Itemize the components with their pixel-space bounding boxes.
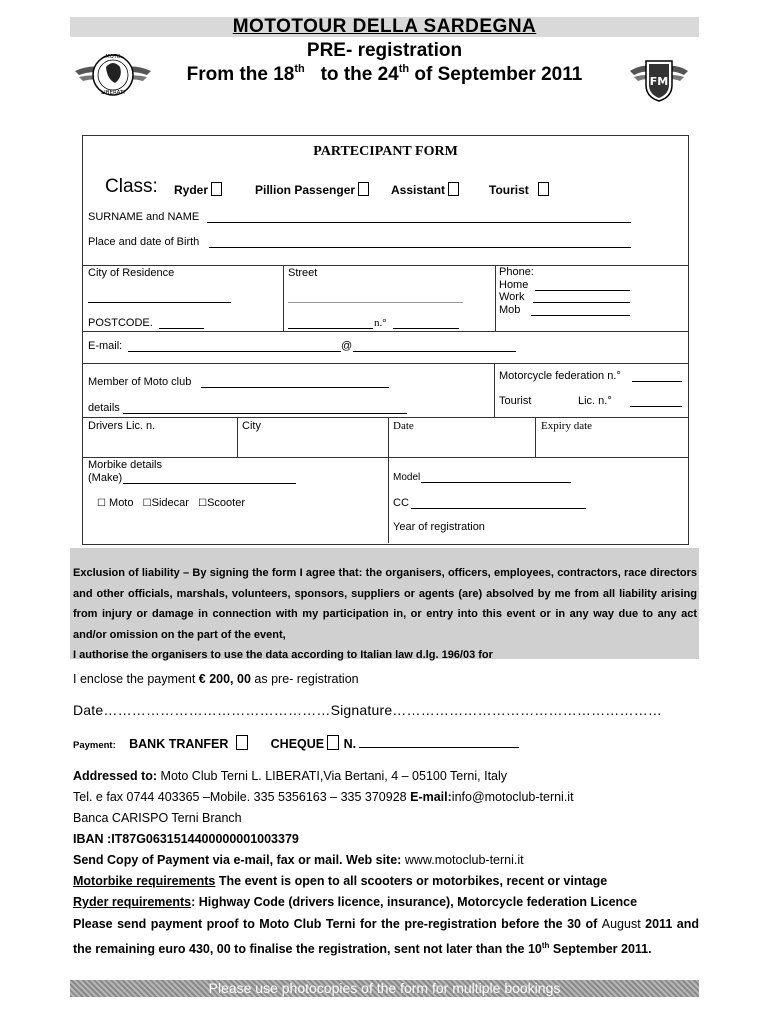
cc-field[interactable]: [411, 508, 586, 509]
surname-field[interactable]: [207, 222, 631, 223]
vehicle-type-options[interactable]: ☐ Moto ☐Sidecar ☐Scooter: [97, 497, 245, 509]
model-field[interactable]: [421, 482, 571, 483]
event-dates: From the 18th to the 24th of September 2011: [186, 63, 583, 85]
payment-method-row: Payment: BANK TRANFER CHEQUE N.: [73, 737, 357, 751]
lic-field[interactable]: [630, 406, 682, 407]
make-field[interactable]: [123, 483, 296, 484]
date-label: Date: [393, 420, 414, 432]
birth-field[interactable]: [209, 247, 631, 248]
moto-club-label: Member of Moto club: [88, 376, 192, 388]
pillion-checkbox[interactable]: [358, 182, 369, 196]
email-at: @: [341, 340, 353, 352]
email-label: E-mail:: [88, 340, 123, 352]
payment-deadline-text: Please send payment proof to Moto Club Terni for the pre-registration before the 30 of August 2011 and the remaining euro 430, 00 to finalise the registration, sent not later than the 10th September 2011.: [73, 917, 699, 957]
class-option-assistant[interactable]: Assistant: [391, 182, 459, 197]
liability-section: [70, 548, 699, 659]
expiry-label: Expiry date: [541, 420, 593, 432]
email-user-field[interactable]: [128, 351, 341, 352]
street-line-2[interactable]: [288, 328, 373, 329]
postcode-label: POSTCODE.: [88, 317, 153, 329]
phone-mob-field[interactable]: [531, 315, 630, 316]
details-label: details: [88, 402, 120, 414]
website-link[interactable]: www.motoclub-terni.it: [404, 853, 524, 867]
number-label: n.°: [374, 317, 387, 329]
city-label: City: [242, 420, 261, 432]
svg-text:LIBERATI: LIBERATI: [101, 90, 125, 96]
email-domain-field[interactable]: [353, 351, 516, 352]
bank-transfer-checkbox[interactable]: [236, 735, 248, 750]
svg-text:MOTO: MOTO: [105, 54, 121, 60]
street-field[interactable]: [288, 302, 463, 303]
footer-note: Please use photocopies of the form for multiple bookings: [70, 980, 699, 997]
class-label: Class:: [105, 176, 158, 197]
cheque-checkbox[interactable]: [327, 735, 339, 750]
morbike-details-label: Morbike details (Make): [88, 459, 162, 484]
tourist-checkbox[interactable]: [538, 182, 549, 196]
payment-enclose: I enclose the payment € 200, 00 as pre- registration: [73, 672, 359, 686]
cheque-number-field[interactable]: [359, 747, 519, 748]
phone-work-field[interactable]: [533, 302, 630, 303]
class-option-tourist[interactable]: Tourist: [489, 182, 549, 197]
page-subtitle: PRE- registration: [306, 40, 463, 61]
assistant-checkbox[interactable]: [448, 182, 459, 196]
surname-label: SURNAME and NAME: [88, 211, 200, 223]
number-field[interactable]: [393, 328, 459, 329]
drivers-lic-label: Drivers Lic. n.: [88, 420, 156, 432]
scooter-checkbox[interactable]: ☐: [198, 498, 208, 509]
federation-label: Motorcycle federation n.°: [499, 370, 621, 382]
email-link[interactable]: info@motoclub-terni.it: [451, 790, 574, 804]
contact-info: Addressed to: Moto Club Terni L. LIBERATI,Via Bertani, 4 – 05100 Terni, Italy Tel. e fax 0744 403365 –Mobile. 335 5356163 – 335 370928 E-mail:info@motoclub-terni.it Banca CARISPO Terni Branch IBAN :IT87G0631514400000001003379 Send Copy of Payment via e-mail, fax or mail. Web site: www.motoclub-terni.it Motorbike requirements The event is open to all scooters or motorbikes, recent or vintage Ryder requirements: Highway Code (drivers licence, insurance), Motorcycle federation Licence: [73, 769, 638, 909]
city-residence-field[interactable]: [88, 302, 231, 303]
phone-home-field[interactable]: [535, 290, 630, 291]
city-residence-label: City of Residence: [88, 267, 175, 279]
birth-label: Place and date of Birth: [88, 236, 200, 248]
moto-club-logo: [73, 45, 153, 105]
federation-logo: [628, 55, 690, 103]
details-field[interactable]: [123, 413, 407, 414]
participant-form: [82, 135, 689, 545]
street-label: Street: [288, 267, 318, 279]
year-label: Year of registration: [393, 521, 485, 533]
moto-checkbox[interactable]: ☐: [97, 498, 106, 509]
phone-block: Phone: Home Work Mob: [499, 266, 534, 316]
tourist-label: Tourist: [499, 395, 532, 407]
model-label: Model: [393, 472, 421, 483]
form-heading: PARTECIPANT FORM: [313, 144, 458, 159]
class-option-pillion[interactable]: Pillion Passenger: [255, 182, 369, 197]
moto-club-field[interactable]: [201, 387, 389, 388]
date-signature-line[interactable]: Date…………………………………………Signature…………………………………………………: [73, 702, 663, 718]
ryder-checkbox[interactable]: [211, 182, 222, 196]
class-option-ryder[interactable]: Ryder: [174, 182, 222, 197]
sidecar-checkbox[interactable]: ☐: [142, 498, 152, 509]
page-title: MOTOTOUR DELLA SARDEGNA: [232, 16, 537, 37]
svg-text:FM: FM: [649, 75, 669, 88]
federation-field[interactable]: [632, 381, 682, 382]
postcode-field[interactable]: [159, 328, 204, 329]
liability-text: Exclusion of liability – By signing the form I agree that: the organisers, officers, employees, contractors, race directors and other officials, marshals, volunteers, sponsors, suppliers or agents (are) absolved by me from all liability arising from injury or damage in connection with my participation in, or entry into this event or in any way due to any act and/or omission on the part of the event,: [73, 567, 697, 641]
cc-label: CC: [393, 497, 409, 509]
lic-label: Lic. n.°: [578, 395, 612, 407]
privacy-text: I authorise the organisers to use the data according to Italian law d.lg. 196/03 for: [73, 649, 493, 661]
